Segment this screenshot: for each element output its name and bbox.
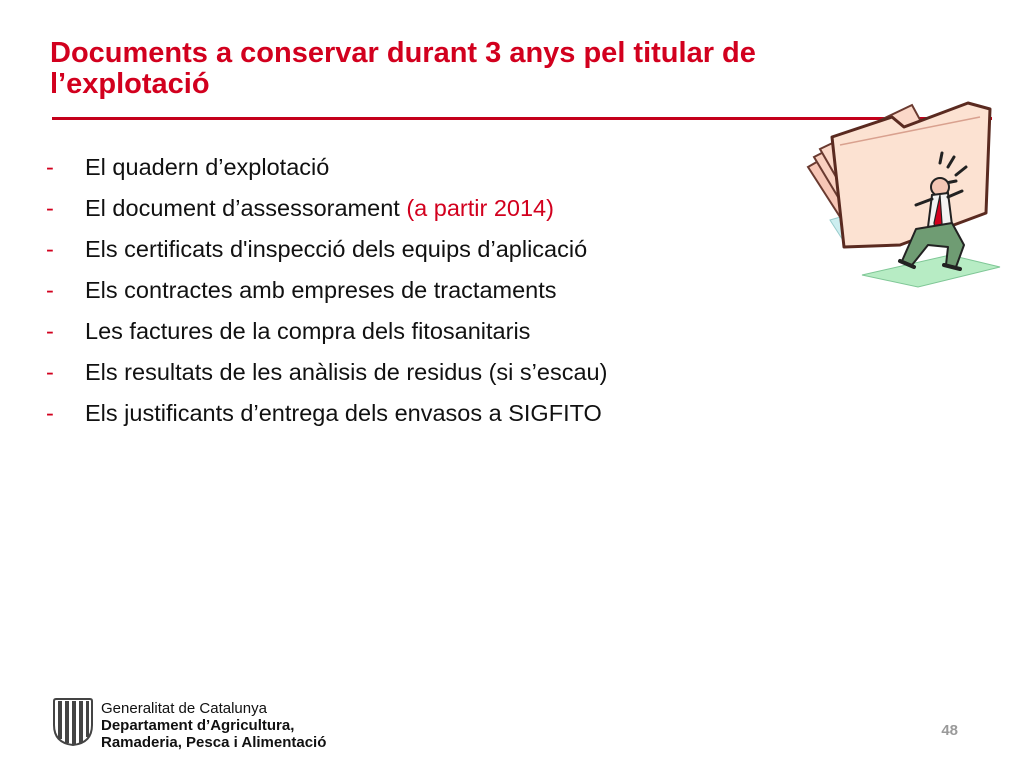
list-item-text: El document d’assessorament [85,195,407,221]
bullet-marker: - [46,318,54,344]
list-item [46,195,607,236]
list-item-text: El quadern d’explotació [85,154,330,180]
generalitat-logo-icon [52,697,94,747]
bullet-marker: - [46,236,54,262]
bullet-marker: - [46,400,54,426]
document-list [46,154,607,441]
list-item [46,236,607,277]
list-item [46,318,607,359]
list-item-text: Les factures de la compra dels fitosanitaris [85,318,531,344]
page-number: 48 [941,722,958,739]
man-pushing-folder-icon [800,95,1005,290]
slide-title: Documents a conservar durant 3 anys pel titular de l’explotació [50,37,756,100]
list-item [46,400,607,441]
list-item-text: Els resultats de les anàlisis de residus (si s’escau) [85,359,608,385]
list-item-text: Els certificats d'inspecció dels equips d’aplicació [85,236,588,262]
org-line-department: Departament d’Agricultura, [101,717,295,734]
organization-name [101,700,326,751]
list-item-text: Els contractes amb empreses de tractaments [85,277,557,303]
org-line-generalitat: Generalitat de Catalunya [101,700,267,717]
org-line-department-cont: Ramaderia, Pesca i Alimentació [101,734,327,751]
list-item [46,277,607,318]
list-item [46,154,607,195]
list-item-note: (a partir 2014) [406,195,554,221]
bullet-marker: - [46,154,54,180]
bullet-marker: - [46,195,54,221]
list-item-text: Els justificants d’entrega dels envasos a SIGFITO [85,400,602,426]
list-item [46,359,607,400]
bullet-marker: - [46,359,54,385]
bullet-marker: - [46,277,54,303]
